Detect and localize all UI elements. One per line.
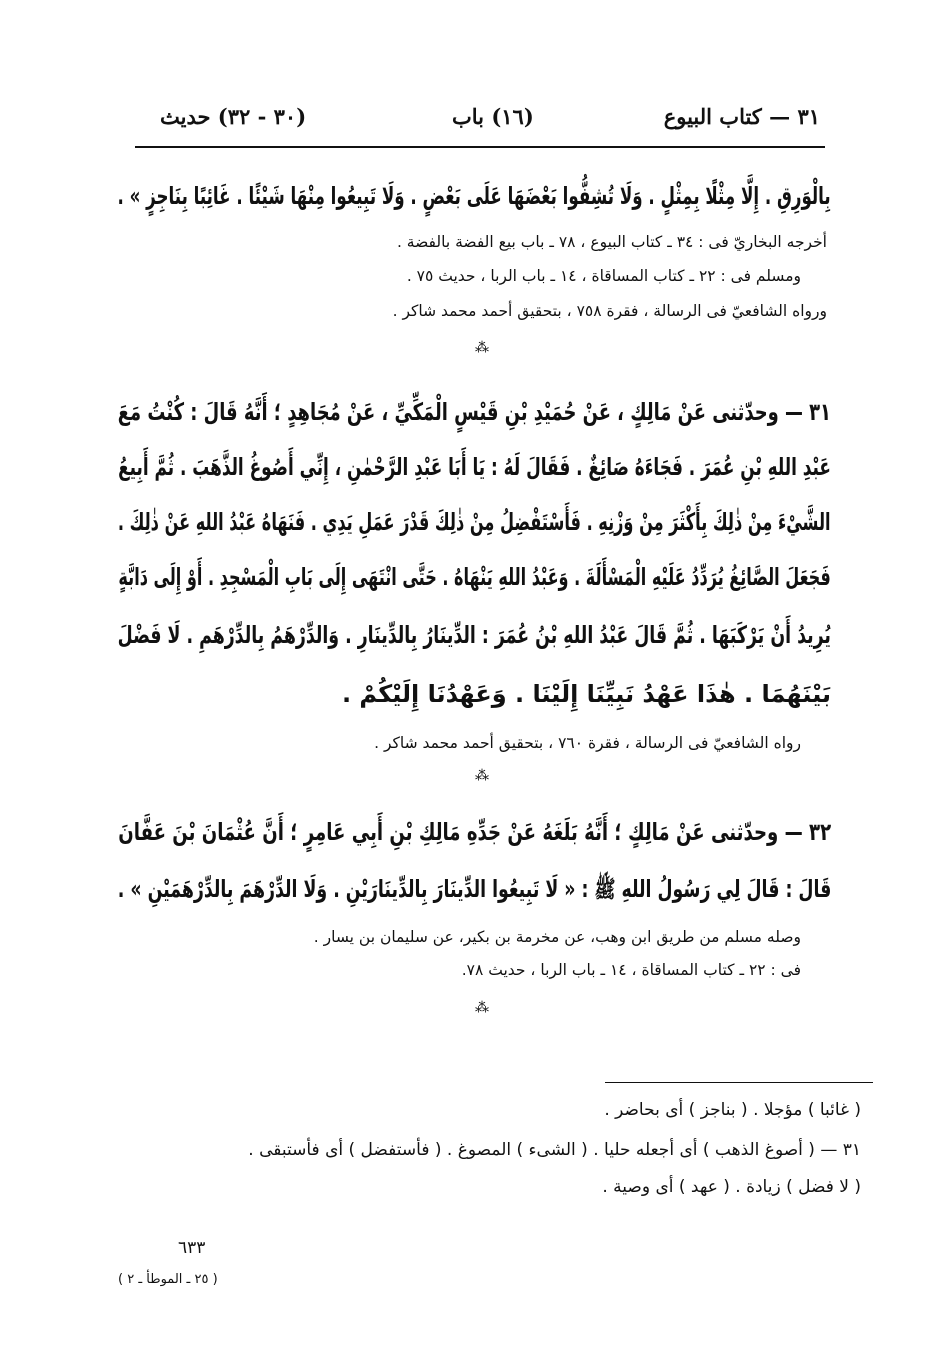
takhrij-note: ورواه الشافعيّ فى الرسالة ، فقرة ٧٥٨ ، بتحقيق أحمد محمد شاكر . bbox=[392, 302, 827, 320]
hadith-32-line: ٣٢ — وحدّثنى عَنْ مَالِكٍ ؛ أَنَّهُ بَلَغَهُ عَنْ جَدِّهِ مَالِكِ بْنِ أَبِي عَامِرٍ ؛ أَنَّ عُثْمَانَ بْنَ عَفَّانَ bbox=[118, 818, 831, 846]
footnote: ٣١ — ( أصوغ الذهب ) أى أجعله حليا . ( الشىء ) المصوغ . ( فأستفضل ) أى فأستبقى . bbox=[248, 1140, 861, 1160]
hadith-31-line: يُرِيدُ أَنْ يَرْكَبَهَا . ثُمَّ قَالَ عَبْدُ اللهِ بْنُ عُمَرَ : الدِّينَارُ بِالدِّينَارِ . وَالدِّرْهَمُ بِالدِّرْهَمِ . لَا فَضْلَ bbox=[117, 621, 831, 649]
footnote-rule bbox=[605, 1082, 873, 1083]
matn-line: بِالْوَرِقِ . إِلَّا مِثْلًا بِمِثْلٍ . وَلَا تُشِفُّوا بَعْضَهَا عَلَى بَعْضٍ . وَلَا تَبِيعُوا مِنْهَا شَيْئًا . غَائِبًا بِنَاجِزٍ » . bbox=[117, 182, 831, 210]
section-separator: ⁂ bbox=[475, 1000, 491, 1016]
hadith-31-line: ٣١ — وحدّثنى عَنْ مَالِكٍ ، عَنْ حُمَيْدِ بْنِ قَيْسٍ الْمَكِّيِّ ، عَنْ مُجَاهِدٍ ؛ أَنَّهُ قَالَ : كُنْتُ مَعَ bbox=[117, 398, 831, 426]
hadith-31-line: الشَّيْءَ مِنْ ذٰلِكَ بِأَكْثَرَ مِنْ وَزْنِهِ . فَأَسْتَفْضِلُ مِنْ ذٰلِكَ قَدْرَ عَمَلِ يَدِي . فَنَهَاهُ عَبْدُ اللهِ عَنْ ذٰلِكَ . bbox=[118, 508, 831, 536]
footnote: ( لا فضل ) زيادة . ( عهد ) أى وصية . bbox=[602, 1177, 861, 1197]
footnote: ( غائبا ) مؤجلا . ( بناجز ) أى بحاضر . bbox=[604, 1100, 861, 1120]
hadith-32-line: قَالَ : قَالَ لِي رَسُولُ اللهِ ﷺ : « لَا تَبِيعُوا الدِّينَارَ بِالدِّينَارَيْنِ . وَلَا الدِّرْهَمَ بِالدِّرْهَمَيْنِ » . bbox=[117, 875, 831, 903]
section-separator: ⁂ bbox=[475, 768, 491, 784]
running-header bbox=[160, 104, 820, 144]
page-number: ٦٣٣ bbox=[178, 1238, 206, 1258]
takhrij-note: وصله مسلم من طريق ابن وهب، عن مخرمة بن بكير، عن سليمان بن يسار . bbox=[313, 928, 801, 946]
header-hadith-range: (٣٠ - ٣٢) حديث bbox=[160, 104, 307, 129]
takhrij-note: رواه الشافعيّ فى الرسالة ، فقرة ٧٦٠ ، بتحقيق أحمد محمد شاكر . bbox=[374, 734, 801, 752]
takhrij-note: أخرجه البخاريّ فى : ٣٤ ـ كتاب البيوع ، ٧٨ ـ باب بيع الفضة بالفضة . bbox=[396, 233, 827, 251]
hadith-31-line: عَبْدِ اللهِ بْنِ عُمَرَ . فَجَاءَهُ صَائِغٌ . فَقَالَ لَهُ : يَا أَبَا عَبْدِ الرَّحْمٰنِ ، إِنِّي أَصُوغُ الذَّهَبَ . ثُمَّ أَبِيعُ bbox=[118, 453, 831, 481]
hadith-31-line: بَيْنَهُمَا . هٰذَا عَهْدُ نَبِيِّنَا إِلَيْنَا . وَعَهْدُنَا إِلَيْكُمْ . bbox=[341, 680, 831, 708]
section-separator: ⁂ bbox=[475, 340, 491, 356]
signature-mark: ( ٢٥ ـ الموطأ ـ ٢ ) bbox=[118, 1272, 218, 1287]
takhrij-note: ومسلم فى : ٢٢ ـ كتاب المساقاة ، ١٤ ـ باب الربا ، حديث ٧٥ . bbox=[406, 267, 801, 285]
hadith-31-line: فَجَعَلَ الصَّائِغُ يُرَدِّدُ عَلَيْهِ الْمَسْأَلَةَ . وَعَبْدُ اللهِ يَنْهَاهُ . حَتَّى انْتَهَى إِلَى بَابِ الْمَسْجِدِ . أَوْ إِلَى دَابَّةٍ bbox=[118, 563, 831, 591]
takhrij-note: فى : ٢٢ ـ كتاب المساقاة ، ١٤ ـ باب الربا ، حديث ٧٨. bbox=[461, 961, 801, 979]
header-rule bbox=[135, 146, 825, 148]
header-chapter: (١٦) باب bbox=[452, 104, 534, 129]
header-book-title: ٣١ — كتاب البيوع bbox=[663, 104, 820, 129]
